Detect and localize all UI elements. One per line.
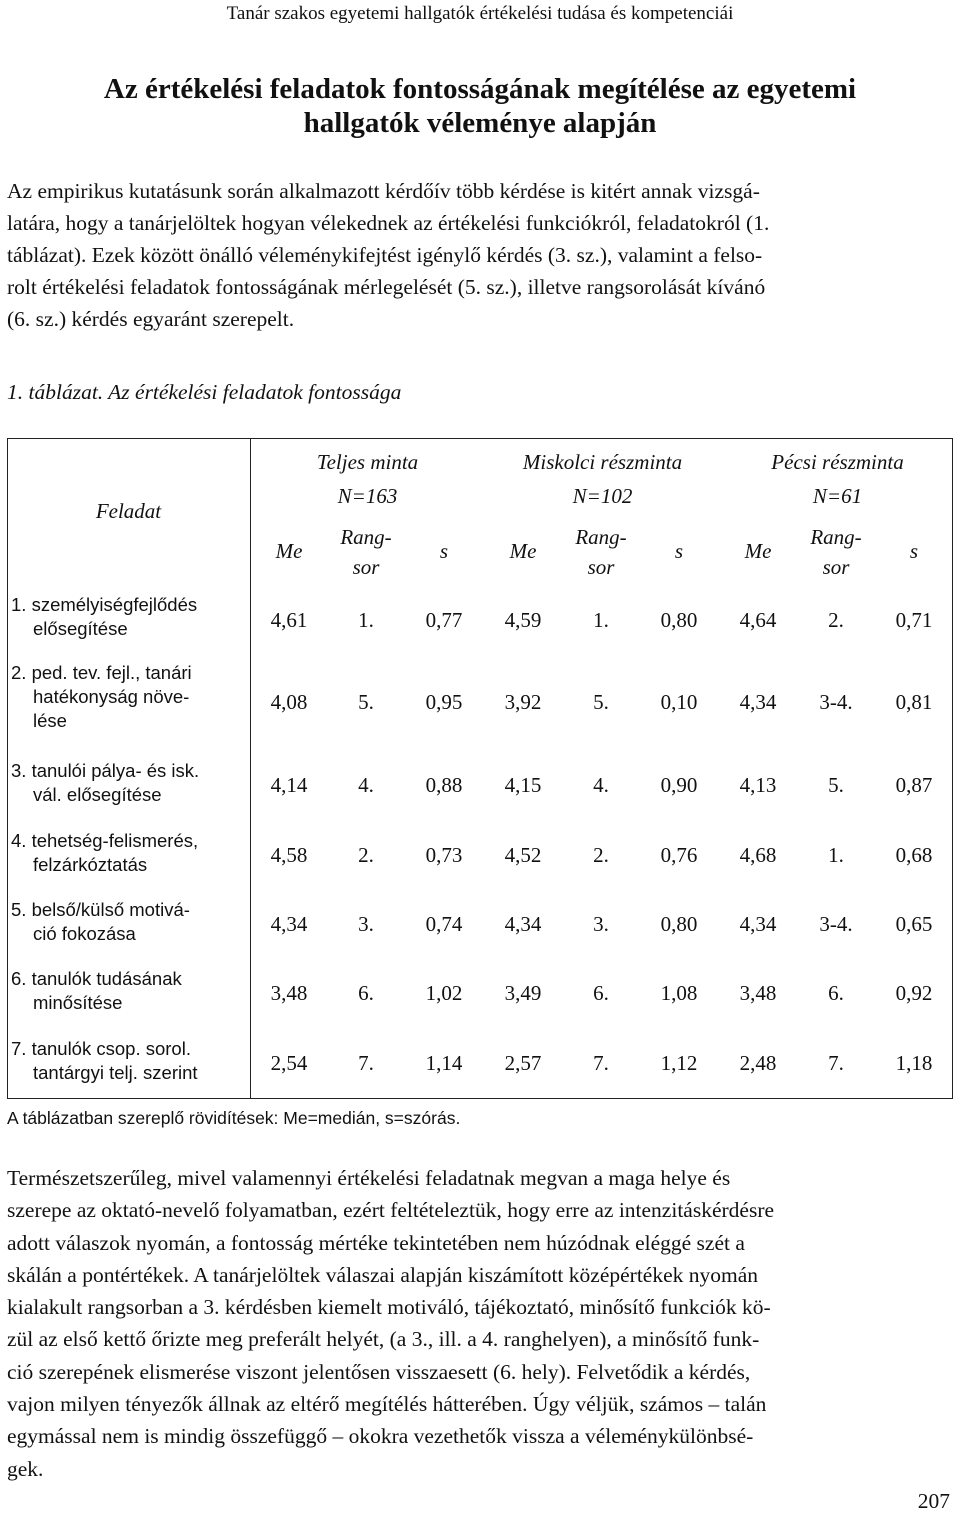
- table-cell: 1.: [828, 843, 844, 867]
- col-rang-line-1: Rang-: [340, 525, 392, 549]
- table-cell: 4,15: [504, 773, 542, 797]
- table-cell: 3.: [593, 912, 609, 936]
- col-rang-line-2: sor: [822, 555, 850, 579]
- table-right-border: [952, 438, 953, 1098]
- table-cell: 7.: [828, 1051, 844, 1075]
- table-cell: 7.: [593, 1051, 609, 1075]
- table-cell: 4.: [358, 773, 374, 797]
- table-cell: 4,64: [739, 608, 777, 632]
- table-cell: 0,87: [895, 773, 933, 797]
- group-teljes-n: N=163: [337, 484, 398, 508]
- page-number: 207: [917, 1489, 950, 1513]
- table-bottom-border: [7, 1098, 953, 1099]
- table-top-border: [7, 438, 953, 439]
- table-cell: 1,18: [895, 1051, 933, 1075]
- group-miskolc-n: N=102: [572, 484, 633, 508]
- paragraph-line: táblázat). Ezek között önálló véleménykifejtést igénylő kérdés (3. sz.), valamint a felso-: [7, 243, 763, 267]
- table-left-border: [7, 438, 8, 1098]
- table-cell: 4,08: [270, 690, 308, 714]
- discussion-paragraph: [7, 1162, 953, 1485]
- table-caption: 1. táblázat. Az értékelési feladatok fontossága: [7, 380, 402, 404]
- paragraph-line: egymással nem is mindig összefüggő – okokra vezethetők vissza a véleménykülönbsé-: [7, 1424, 754, 1449]
- table-cell: 4,34: [739, 690, 777, 714]
- table-cell: 2.: [593, 843, 609, 867]
- group-miskolc-name: Miskolci részminta: [522, 450, 683, 474]
- table-cell: 1,02: [425, 981, 463, 1005]
- table-cell: 2.: [828, 608, 844, 632]
- table-cell: 0,80: [660, 608, 698, 632]
- table-cell: 2,54: [270, 1051, 308, 1075]
- table-cell: 4,34: [270, 912, 308, 936]
- table-cell: 6.: [593, 981, 609, 1005]
- table-cell: 4,34: [739, 912, 777, 936]
- col-rang-line-1: Rang-: [810, 525, 862, 549]
- table-cell: 4,59: [504, 608, 542, 632]
- row-label: 4. tehetség-felismerés, felzárkóztatás: [11, 830, 199, 875]
- row-label: 7. tanulók csop. sorol. tantárgyi telj. szerint: [11, 1038, 198, 1083]
- table-cell: 5.: [593, 690, 609, 714]
- paragraph-line: rolt értékelési feladatok fontosságának mérlegelését (5. sz.), illetve rangsorolását kívánó: [7, 275, 766, 299]
- col-me: Me: [744, 539, 772, 563]
- table-cell: 7.: [358, 1051, 374, 1075]
- table-cell: 0,88: [425, 773, 463, 797]
- table-cell: 4,14: [270, 773, 308, 797]
- col-s: s: [674, 539, 684, 563]
- table-cell: 4,34: [504, 912, 542, 936]
- table-cell: 4,52: [504, 843, 542, 867]
- table-cell: 1.: [358, 608, 374, 632]
- group-pecs-n: N=61: [812, 484, 863, 508]
- col-me: Me: [509, 539, 537, 563]
- paragraph-line: Természetszerűleg, mivel valamennyi értékelési feladatnak megvan a maga helye és: [7, 1166, 731, 1190]
- paragraph-line: Az empirikus kutatásunk során alkalmazott kérdőív több kérdése is kitért annak vizsgá-: [7, 179, 760, 203]
- section-title-line-2: hallgatók véleménye alapján: [303, 107, 657, 139]
- table-cell: 0,76: [660, 843, 698, 867]
- row-label: 2. ped. tev. fejl., tanári hatékonyság növe- lése: [11, 662, 192, 731]
- row-label: 6. tanulók tudásának minősítése: [11, 968, 182, 1013]
- paragraph-line: zül az első kettő őrizte meg preferált helyét, (a 3., ill. a 4. ranghelyen), a minősítő funk-: [7, 1327, 760, 1352]
- col-me: Me: [275, 539, 303, 563]
- section-title-line-1: Az értékelési feladatok fontosságának megítélése az egyetemi: [103, 73, 857, 105]
- table-cell: 3,48: [270, 981, 308, 1005]
- table-cell: 0,80: [660, 912, 698, 936]
- paragraph-line: latára, hogy a tanárjelöltek hogyan vélekednek az értékelési funkciókról, feladatokról (1.: [7, 211, 770, 235]
- table-cell: 3,49: [504, 981, 542, 1005]
- table-cell: 2,57: [504, 1051, 542, 1075]
- table-cell: 4,13: [739, 773, 777, 797]
- paragraph-line: ció szerepének elismerése viszont jelentősen visszaesett (6. hely). Felvetődik a kérdés,: [7, 1359, 751, 1384]
- table-cell: 1,14: [425, 1051, 463, 1075]
- row-label: 1. személyiségfejlődés elősegítése: [11, 594, 198, 639]
- table-cell: 3.: [358, 912, 374, 936]
- table-cell: 0,90: [660, 773, 698, 797]
- paragraph-line: kialakult rangsorban a 3. kérdésben kiemelt motiváló, tájékoztató, minősítő funkciók kö-: [7, 1295, 771, 1320]
- table-cell: 6.: [358, 981, 374, 1005]
- table-cell: 1,08: [660, 981, 698, 1005]
- table-cell: 0,68: [895, 843, 933, 867]
- table-cell: 3,92: [504, 690, 542, 714]
- table-cell: 3,48: [739, 981, 777, 1005]
- paragraph-line: adott válaszok nyomán, a fontosság mértéke tekintetében nem húzódnak eléggé szét a: [7, 1230, 745, 1255]
- paragraph-line: (6. sz.) kérdés egyaránt szerepelt.: [7, 307, 295, 331]
- paragraph-line: gek.: [7, 1456, 44, 1481]
- table-cell: 0,77: [425, 608, 463, 632]
- col-s: s: [909, 539, 919, 563]
- table-cell: 2,48: [739, 1051, 777, 1075]
- col-rang-line-2: sor: [352, 555, 380, 579]
- table-cell: 0,81: [895, 690, 933, 714]
- table-cell: 0,65: [895, 912, 933, 936]
- paragraph-line: szerepe az oktató-nevelő folyamatban, ezért feltételeztük, hogy erre az intenzitáskérdésre: [7, 1198, 775, 1223]
- table-cell: 4,68: [739, 843, 777, 867]
- task-column-divider: [250, 438, 251, 1098]
- task-header: Feladat: [95, 499, 162, 523]
- group-teljes-name: Teljes minta: [316, 450, 419, 474]
- group-pecs-name: Pécsi részminta: [771, 450, 904, 474]
- table-cell: 2.: [358, 843, 374, 867]
- col-rang-line-2: sor: [587, 555, 615, 579]
- table-cell: 0,71: [895, 608, 933, 632]
- table-cell: 3-4.: [819, 912, 853, 936]
- table-cell: 0,10: [660, 690, 698, 714]
- table-cell: 4,58: [270, 843, 308, 867]
- col-s: s: [439, 539, 449, 563]
- table-cell: 3-4.: [819, 690, 853, 714]
- table-cell: 0,95: [425, 690, 463, 714]
- running-header: Tanár szakos egyetemi hallgatók értékelési tudása és kompetenciái: [226, 3, 734, 24]
- paragraph-line: vajon milyen tényezők állnak az eltérő megítélés hátterében. Úgy véljük, számos – talán: [7, 1392, 767, 1417]
- table-cell: 5.: [358, 690, 374, 714]
- table-cell: 4,61: [270, 608, 308, 632]
- table-cell: 4.: [593, 773, 609, 797]
- table-cell: 1,12: [660, 1051, 698, 1075]
- col-rang-line-1: Rang-: [575, 525, 627, 549]
- table-cell: 0,73: [425, 843, 463, 867]
- row-label: 5. belső/külső motivá- ció fokozása: [11, 899, 190, 944]
- table-cell: 1.: [593, 608, 609, 632]
- table-cell: 0,92: [895, 981, 933, 1005]
- table-cell: 5.: [828, 773, 844, 797]
- paragraph-line: skálán a pontértékek. A tanárjelöltek válaszai alapján kiszámított középértékek nyomán: [7, 1262, 759, 1287]
- row-label: 3. tanulói pálya- és isk. vál. elősegítése: [11, 760, 200, 805]
- table-cell: 0,74: [425, 912, 463, 936]
- table-cell: 6.: [828, 981, 844, 1005]
- table-note: A táblázatban szereplő rövidítések: Me=medián, s=szórás.: [7, 1108, 461, 1128]
